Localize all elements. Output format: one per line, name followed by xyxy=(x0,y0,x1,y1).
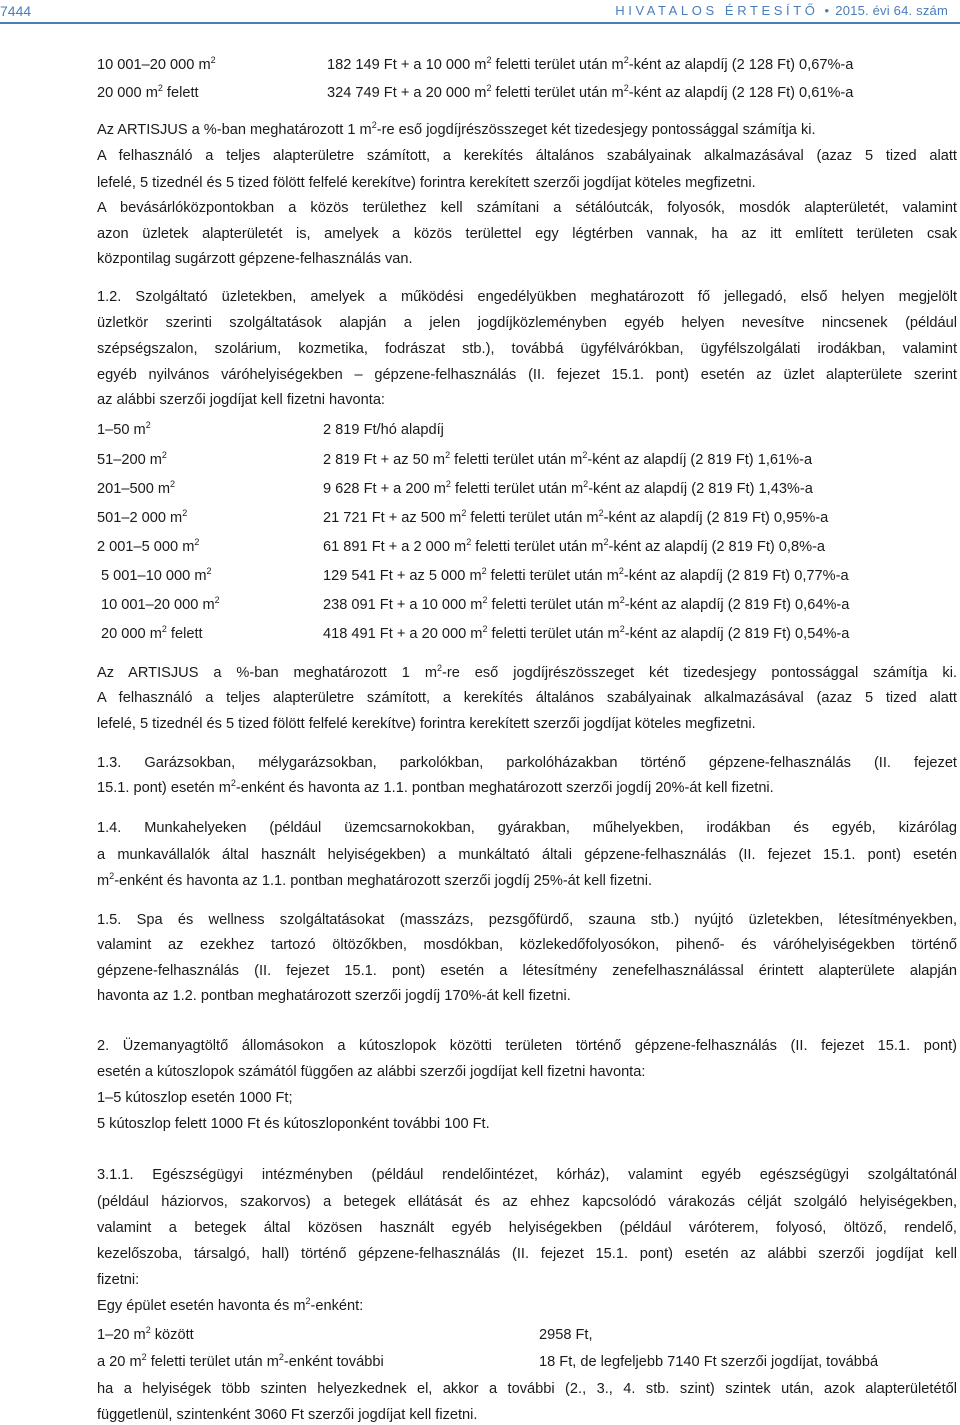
section-1-2-line: szépségszalon, szolárium, kozmetika, fodrászat stb.), továbbá ügyfélvárókban, ügyfélszolgálati irodákban, valamint xyxy=(97,341,957,357)
paragraph-line: Az ARTISJUS a %-ban meghatározott 1 $m^2-re$ eső jogdíjrészösszeget két tizedesjegy pontossággal számítja ki. xyxy=(97,664,957,681)
page-header xyxy=(0,0,960,22)
section-1-5-line: havonta az 1.2. pontban meghatározott szerzői jogdíj 170%-át kell fizetni. xyxy=(97,988,571,1004)
fee-range: 5 001–10 000 $m^2$ xyxy=(101,566,212,584)
section-3-1-1-line: ha a helyiségek több szinten helyezkednek el, akkor a további (2., 3., 4. stb. szint) szintek után, azok alapterületétől xyxy=(97,1381,957,1397)
fee-formula: 9 628 Ft + a 200 $m^2$ feletti terület után $m^2$-ként az alapdíj (2 819 Ft) 1,43%-a xyxy=(323,479,813,497)
section-3-1-1-line: fizetni: xyxy=(97,1272,140,1288)
section-3-1-1-line: kezelőszoba, társalgó, hall) történő gépzene-felhasználás (II. fejezet 15.1. pont) esetén az alábbi szerzői jogdíjat kell xyxy=(97,1246,957,1262)
fee-formula: 324 749 Ft + a 20 000 $m^2$ feletti terület után $m^2$-ként az alapdíj (2 128 Ft) 0,61%-a xyxy=(327,83,854,101)
separator-dot: • xyxy=(824,3,830,18)
fee-formula: 129 541 Ft + az 5 000 $m^2$ feletti terület után $m^2$-ként az alapdíj (2 819 Ft) 0,77%-a xyxy=(323,566,849,584)
fee-formula: 21 721 Ft + az 500 $m^2$ feletti terület után $m^2$-ként az alapdíj (2 819 Ft) 0,95%-a xyxy=(323,508,829,526)
section-1-5-line: 1.5. Spa és wellness szolgáltatásokat (masszázs, pezsgőfürdő, szauna stb.) nyújtó üzletekben, létesítményekben, xyxy=(97,912,957,928)
fee-range: 20 000 $m^2$ felett xyxy=(97,83,199,101)
paragraph-line: A bevásárlóközpontokban a közös területhez kell számítani a sétálóutcák, folyosók, mosdók alapterületét, valamint xyxy=(97,200,957,216)
journal-header xyxy=(615,3,948,18)
paragraph-line: központilag sugárzott gépzene-felhasználás van. xyxy=(97,251,413,267)
section-1-2-line: egyéb nyilvános váróhelyiségekben – gépzene-felhasználás (II. fejezet 15.1. pont) esetén az üzlet alapterülete szerint xyxy=(97,367,957,383)
section-1-2-line: üzletkör szerinti szolgáltatások alapján a jelen jogdíjközleményben egyéb helyen nevesítve nincsenek (például xyxy=(97,315,957,331)
paragraph-line: lefelé, 5 tizednél és 5 tized fölött felfelé kerekítve) forintra kerekített szerzői jogdíjat köteles megfizetni. xyxy=(97,716,756,732)
fee-amount: 2958 Ft, xyxy=(539,1327,593,1343)
section-2-line: 2. Üzemanyagtöltő állomásokon a kútoszlopok közötti területen történő gépzene-felhasználás (II. fejezet 15.1. pont) xyxy=(97,1038,957,1054)
section-1-3-line: 15.1. pont) esetén $m^2$-enként és havonta az 1.1. pontban meghatározott szerzői jogdíj 20%-át kell fizetni. xyxy=(97,778,774,796)
section-3-1-1-line: 3.1.1. Egészségügyi intézményben (például rendelőintézet, kórház), valamint egyéb egészségügyi szolgáltatónál xyxy=(97,1167,957,1183)
fee-formula: 2 819 Ft + az 50 $m^2$ feletti terület után $m^2$-ként az alapdíj (2 819 Ft) 1,61%-a xyxy=(323,450,813,468)
paragraph-line: Az ARTISJUS a %-ban meghatározott 1 $m^2-re$ eső jogdíjrészösszeget két tizedesjegy pontossággal számítja ki. xyxy=(97,120,816,138)
paragraph-line: azon üzletek alapterületét is, amelyek a közös területtel egy légtérben vannak, ha az itt említett területen csak xyxy=(97,226,957,242)
fee-range: 501–2 000 $m^2$ xyxy=(97,508,188,526)
section-3-1-1-line: (például háziorvos, szakorvos) a betegek ellátását és az ehhez kapcsolódó várakozás célját szolgáló helyiségekben, xyxy=(97,1194,957,1210)
section-1-3-line: 1.3. Garázsokban, mélygarázsokban, parkolókban, parkolóházakban történő gépzene-felhasználás (II. fejezet xyxy=(97,755,957,771)
fee-range: 51–200 $m^2$ xyxy=(97,450,167,468)
fee-range: 10 001–20 000 $m^2$ xyxy=(97,55,216,73)
section-2-line: esetén a kútoszlopok számától függően az alábbi szerzői jogdíjat kell fizetni havonta: xyxy=(97,1064,646,1080)
fee-formula: 418 491 Ft + a 20 000 $m^2$ feletti terület után $m^2$-ként az alapdíj (2 819 Ft) 0,54%-a xyxy=(323,624,850,642)
section-2-line: 5 kútoszlop felett 1000 Ft és kútoszloponként további 100 Ft. xyxy=(97,1116,490,1132)
header-rule xyxy=(0,22,960,24)
section-1-5-line: gépzene-felhasználás (II. fejezet 15.1. pont) esetén a létesítmény zenefelhasználással érintett alapterülete alapján xyxy=(97,963,957,979)
fee-range: a 20 $m^2$ feletti terület után $m^2$-enként további xyxy=(97,1352,384,1370)
fee-formula: 238 091 Ft + a 10 000 $m^2$ feletti terület után $m^2$-ként az alapdíj (2 819 Ft) 0,64%-a xyxy=(323,595,850,613)
journal-title: HIVATALOS ÉRTESÍTŐ xyxy=(615,3,819,18)
fee-amount: 18 Ft, de legfeljebb 7140 Ft szerzői jogdíjat, továbbá xyxy=(539,1354,879,1370)
fee-range: 1–20 $m^2$ között xyxy=(97,1325,194,1343)
paragraph-line: A felhasználó a teljes alapterületre számított, a kerekítés általános szabályainak alkalmazásával (azaz 5 tized alatt xyxy=(97,690,957,706)
fee-range: 10 001–20 000 $m^2$ xyxy=(101,595,220,613)
section-3-1-1-line: valamint a betegek által közösen használt egyéb helyiségekben (például váróterem, folyosó, öltöző, rendelő, xyxy=(97,1220,957,1236)
fee-range: 20 000 $m^2$ felett xyxy=(101,624,203,642)
fee-formula: 182 149 Ft + a 10 000 $m^2$ feletti terület után $m^2$-ként az alapdíj (2 128 Ft) 0,67%-a xyxy=(327,55,854,73)
section-1-5-line: valamint az ezekhez tartozó öltözőkben, mosdókban, közlekedőfolyosókon, pihenő- és váróhelyiségekben történő xyxy=(97,937,957,953)
section-1-2-line: az alábbi szerzői jogdíjat kell fizetni havonta: xyxy=(97,392,385,408)
fee-formula: 61 891 Ft + a 2 000 $m^2$ feletti terület után $m^2$-ként az alapdíj (2 819 Ft) 0,8%-a xyxy=(323,537,826,555)
section-1-2-line: 1.2. Szolgáltató üzletekben, amelyek a működési engedélyükben meghatározott fő jellegadó, első helyen megjelölt xyxy=(97,289,957,305)
fee-range: 1–50 $m^2$ xyxy=(97,420,151,438)
issue-label: 2015. évi 64. szám xyxy=(835,3,948,18)
page-number: 7444 xyxy=(0,3,32,19)
fee-formula: 2 819 Ft/hó alapdíj xyxy=(323,422,444,438)
section-2-line: 1–5 kútoszlop esetén 1000 Ft; xyxy=(97,1090,293,1106)
section-1-4-line: 1.4. Munkahelyeken (például üzemcsarnokokban, gyárakban, műhelyekben, irodákban és egyéb, kizárólag xyxy=(97,820,957,836)
paragraph-line: lefelé, 5 tizednél és 5 tized fölött felfelé kerekítve) forintra kerekített szerzői jogdíjat köteles megfizetni. xyxy=(97,175,756,191)
section-3-1-1-line: Egy épület esetén havonta és $m^2$-enként: xyxy=(97,1296,364,1314)
fee-range: 2 001–5 000 $m^2$ xyxy=(97,537,200,555)
fee-range: 201–500 $m^2$ xyxy=(97,479,176,497)
paragraph-line: A felhasználó a teljes alapterületre számított, a kerekítés általános szabályainak alkalmazásával (azaz 5 tized alatt xyxy=(97,148,957,164)
section-1-4-line: $m^2$-enként és havonta az 1.1. pontban meghatározott szerzői jogdíj 25%-át kell fizetni. xyxy=(97,871,653,889)
section-3-1-1-line: függetlenül, szintenként 3060 Ft szerzői jogdíjat kell fizetni. xyxy=(97,1407,478,1423)
section-1-4-line: a munkavállalók által használt helyiségekben) a munkáltató általi gépzene-felhasználás (II. fejezet 15.1. pont) esetén xyxy=(97,847,957,863)
